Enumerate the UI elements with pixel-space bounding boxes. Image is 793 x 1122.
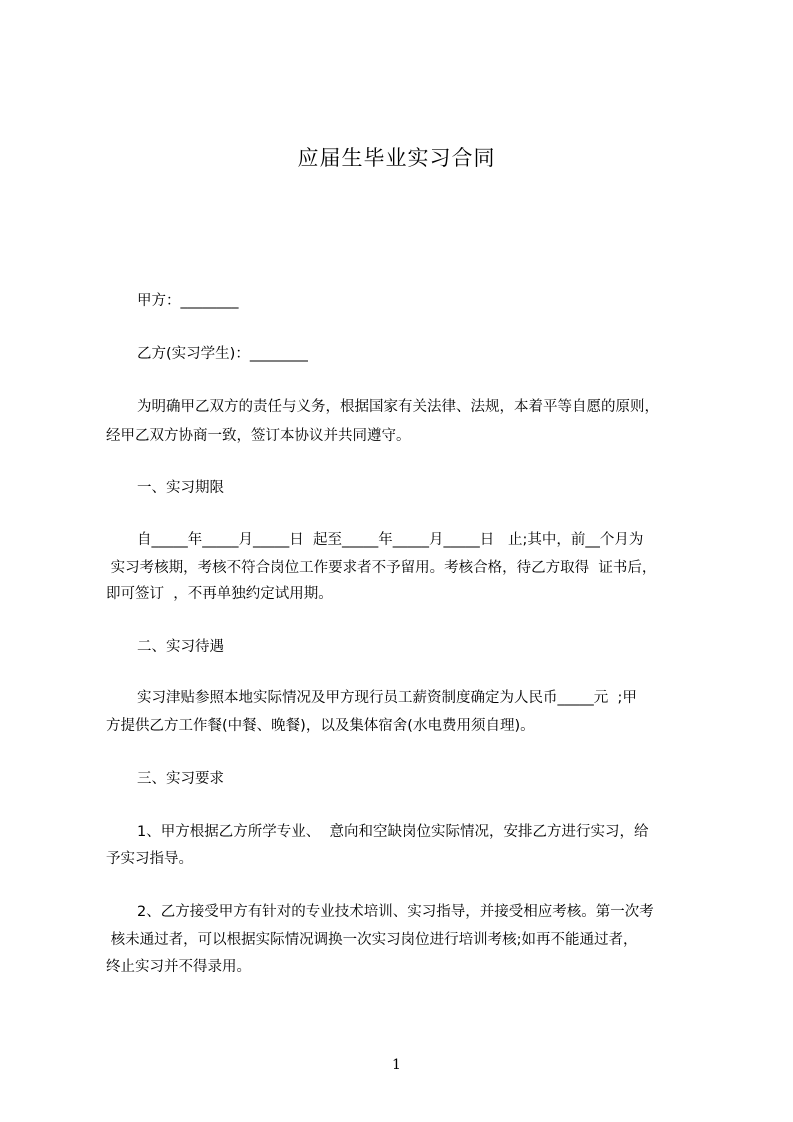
- section2-line-2: 方提供乙方工作餐(中餐、晚餐)，以及集体宿舍(水电费用须自理)。: [106, 718, 535, 734]
- party-a-line: 甲方：________: [137, 293, 239, 309]
- page-number: 1: [392, 1057, 401, 1073]
- party-b-line: 乙方(实习学生)：________: [137, 346, 308, 362]
- section3-item1-line-2: 予实习指导。: [106, 851, 193, 867]
- section1-line-1: 自_____年_____月_____日 起至_____年_____月_____日 止;其中，前__个月为: [137, 532, 644, 548]
- section1-line-2: 实习考核期，考核不符合岗位工作要求者不予留用。考核合格，待乙方取得 证书后，: [106, 560, 657, 576]
- intro-line-1: 为明确甲乙双方的责任与义务，根据国家有关法律、法规，本着平等自愿的原则，: [137, 399, 659, 415]
- section2-heading: 二、实习待遇: [137, 639, 224, 655]
- section1-line-3: 即可签订 ，不再单独约定试用期。: [106, 586, 333, 602]
- section3-heading: 三、实习要求: [137, 771, 224, 787]
- section1-heading: 一、实习期限: [137, 480, 224, 496]
- section3-item1-line-1: 1、甲方根据乙方所学专业、 意向和空缺岗位实际情况，安排乙方进行实习，给: [137, 824, 649, 840]
- section3-item2-line-1: 2、乙方接受甲方有针对的专业技术培训、实习指导，并接受相应考核。第一次考: [137, 904, 654, 920]
- intro-line-2: 经甲乙双方协商一致，签订本协议并共同遵守。: [106, 428, 411, 444]
- document-title: 应届生毕业实习合同: [297, 146, 496, 170]
- section3-item2-line-3: 终止实习并不得录用。: [106, 959, 251, 975]
- section3-item2-line-2: 核未通过者，可以根据实际情况调换一次实习岗位进行培训考核;如再不能通过者，: [106, 932, 638, 948]
- section2-line-1: 实习津贴参照本地实际情况及甲方现行员工薪资制度确定为人民币_____元 ;甲: [137, 690, 637, 706]
